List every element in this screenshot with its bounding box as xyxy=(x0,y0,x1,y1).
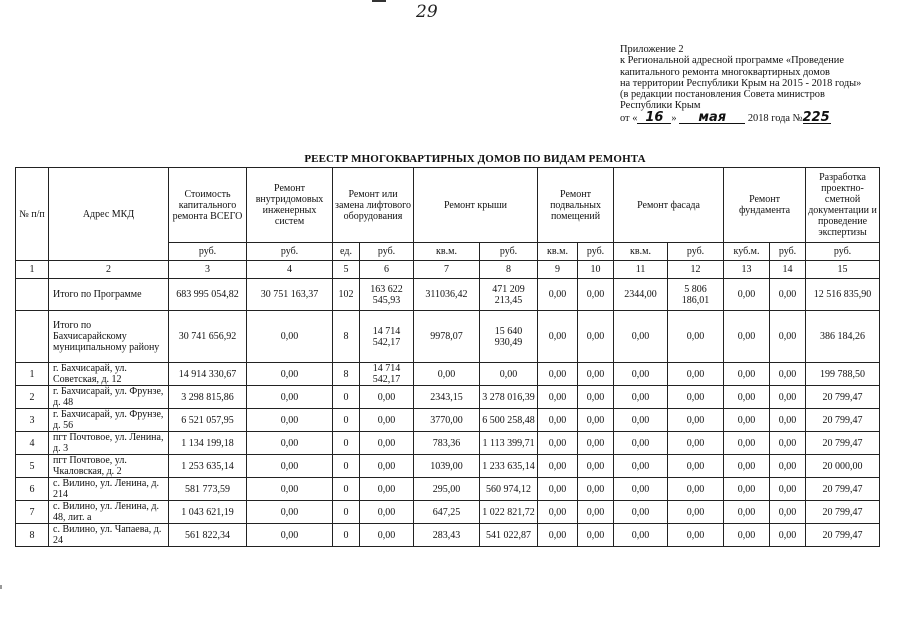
row-address: г. Бахчисарай, ул. Советская, д. 12 xyxy=(49,363,169,386)
row-value: 199 788,50 xyxy=(806,363,880,386)
row-number: 6 xyxy=(16,478,49,501)
row-value: 0,00 xyxy=(668,409,724,432)
row-value: 0,00 xyxy=(360,478,414,501)
row-value: 783,36 xyxy=(414,432,480,455)
handwritten-day: 16 xyxy=(637,112,671,124)
row-number xyxy=(16,311,49,363)
row-value: 0,00 xyxy=(414,363,480,386)
row-value: 0,00 xyxy=(538,409,578,432)
appendix-line: на территории Республики Крым на 2015 - 2018 годы» xyxy=(620,77,862,89)
table-row xyxy=(16,455,880,478)
row-value: 3 278 016,39 xyxy=(480,386,538,409)
row-value: 283,43 xyxy=(414,524,480,547)
row-value: 0 xyxy=(333,478,360,501)
row-value: 0,00 xyxy=(578,386,614,409)
row-value: 0,00 xyxy=(538,311,578,363)
appendix-line: капитального ремонта многоквартирных домов xyxy=(620,66,830,78)
row-value: 0,00 xyxy=(724,409,770,432)
row-value: 561 822,34 xyxy=(169,524,247,547)
row-value: 0,00 xyxy=(247,524,333,547)
header-total: Стоимость капитального ремонта ВСЕГО xyxy=(169,168,247,243)
row-value: 14 714 542,17 xyxy=(360,363,414,386)
header-roof: Ремонт крыши xyxy=(414,168,538,243)
row-address: г. Бахчисарай, ул. Фрунзе, д. 48 xyxy=(49,386,169,409)
row-value: 163 622 545,93 xyxy=(360,279,414,311)
row-value: 0 xyxy=(333,386,360,409)
row-value: 0,00 xyxy=(668,386,724,409)
header-design: Разработка проектно-сметной документации и проведение экспертизы xyxy=(806,168,880,243)
header-foundation: Ремонт фундамента xyxy=(724,168,806,243)
row-value: 0,00 xyxy=(668,478,724,501)
row-address: Итого по Программе xyxy=(49,279,169,311)
row-value: 0,00 xyxy=(247,432,333,455)
row-value: 12 516 835,90 xyxy=(806,279,880,311)
row-value: 2343,15 xyxy=(414,386,480,409)
row-address: с. Вилино, ул. Ленина, д. 48, лит. а xyxy=(49,501,169,524)
col-number: 11 xyxy=(614,261,668,279)
header-address: Адрес МКД xyxy=(49,168,169,261)
row-value: 0,00 xyxy=(538,455,578,478)
row-value: 14 714 542,17 xyxy=(360,311,414,363)
col-number: 14 xyxy=(770,261,806,279)
row-value: 0,00 xyxy=(770,363,806,386)
col-number: 10 xyxy=(578,261,614,279)
row-value: 0,00 xyxy=(724,279,770,311)
row-value: 0,00 xyxy=(538,363,578,386)
row-value: 0 xyxy=(333,455,360,478)
row-value: 0 xyxy=(333,501,360,524)
row-value: 9978,07 xyxy=(414,311,480,363)
table-row xyxy=(16,311,880,363)
row-value: 0,00 xyxy=(724,432,770,455)
row-value: 30 751 163,37 xyxy=(247,279,333,311)
row-address: с. Вилино, ул. Ленина, д. 214 xyxy=(49,478,169,501)
row-value: 20 799,47 xyxy=(806,432,880,455)
row-value: 30 741 656,92 xyxy=(169,311,247,363)
page-top-mark xyxy=(372,0,386,2)
row-value: 0,00 xyxy=(770,409,806,432)
registry-table xyxy=(15,167,880,547)
row-value: 0,00 xyxy=(578,279,614,311)
row-value: 0,00 xyxy=(360,455,414,478)
unit-cell: кв.м. xyxy=(414,243,480,261)
row-value: 0,00 xyxy=(578,311,614,363)
col-number: 2 xyxy=(49,261,169,279)
header-num: № п/п xyxy=(16,168,49,261)
row-value: 0,00 xyxy=(770,478,806,501)
row-value: 0,00 xyxy=(614,501,668,524)
unit-cell: руб. xyxy=(169,243,247,261)
row-value: 0,00 xyxy=(247,455,333,478)
header-elevator: Ремонт или замена лифтового оборудования xyxy=(333,168,414,243)
table-row xyxy=(16,478,880,501)
row-value: 0,00 xyxy=(360,524,414,547)
row-value: 0,00 xyxy=(538,386,578,409)
row-value: 0,00 xyxy=(770,501,806,524)
row-value: 5 806 186,01 xyxy=(668,279,724,311)
row-value: 0 xyxy=(333,524,360,547)
row-value: 0,00 xyxy=(770,386,806,409)
col-number: 8 xyxy=(480,261,538,279)
row-value: 0,00 xyxy=(668,455,724,478)
row-value: 541 022,87 xyxy=(480,524,538,547)
col-number: 13 xyxy=(724,261,770,279)
row-value: 0,00 xyxy=(247,363,333,386)
unit-cell: руб. xyxy=(578,243,614,261)
row-value: 0,00 xyxy=(614,363,668,386)
column-numbers-row xyxy=(16,261,880,279)
row-value: 0,00 xyxy=(614,386,668,409)
row-value: 20 799,47 xyxy=(806,501,880,524)
row-value: 1 253 635,14 xyxy=(169,455,247,478)
row-value: 0 xyxy=(333,432,360,455)
row-value: 20 799,47 xyxy=(806,386,880,409)
row-value: 0,00 xyxy=(724,386,770,409)
row-value: 1 043 621,19 xyxy=(169,501,247,524)
row-value: 0,00 xyxy=(668,501,724,524)
row-value: 20 799,47 xyxy=(806,478,880,501)
row-value: 581 773,59 xyxy=(169,478,247,501)
unit-cell: руб. xyxy=(806,243,880,261)
row-value: 1 233 635,14 xyxy=(480,455,538,478)
row-value: 0,00 xyxy=(360,386,414,409)
table-header-row xyxy=(16,168,880,243)
row-number: 8 xyxy=(16,524,49,547)
header-engineering: Ремонт внутридомовых инженерных систем xyxy=(247,168,333,243)
row-value: 6 521 057,95 xyxy=(169,409,247,432)
row-value: 0,00 xyxy=(247,409,333,432)
date-mid: » xyxy=(671,112,677,124)
row-value: 3770,00 xyxy=(414,409,480,432)
col-number: 7 xyxy=(414,261,480,279)
row-value: 647,25 xyxy=(414,501,480,524)
row-value: 0,00 xyxy=(614,311,668,363)
col-number: 9 xyxy=(538,261,578,279)
row-value: 0,00 xyxy=(360,501,414,524)
row-value: 0,00 xyxy=(770,279,806,311)
row-value: 0,00 xyxy=(578,363,614,386)
document-title: РЕЕСТР МНОГОКВАРТИРНЫХ ДОМОВ ПО ВИДАМ РЕМОНТА xyxy=(304,153,646,165)
row-value: 14 914 330,67 xyxy=(169,363,247,386)
row-value: 0,00 xyxy=(614,432,668,455)
row-value: 0,00 xyxy=(480,363,538,386)
row-value: 0,00 xyxy=(724,501,770,524)
row-value: 0,00 xyxy=(538,279,578,311)
unit-cell: руб. xyxy=(480,243,538,261)
row-address: г. Бахчисарай, ул. Фрунзе, д. 56 xyxy=(49,409,169,432)
table-row xyxy=(16,279,880,311)
row-value: 1 022 821,72 xyxy=(480,501,538,524)
row-value: 8 xyxy=(333,363,360,386)
appendix-line: Республики Крым xyxy=(620,100,701,112)
appendix-line: к Региональной адресной программе «Проведение xyxy=(620,55,844,67)
row-value: 20 799,47 xyxy=(806,409,880,432)
row-number: 1 xyxy=(16,363,49,386)
row-address: Итого по Бахчисарайскому муниципальному району xyxy=(49,311,169,363)
row-value: 0,00 xyxy=(668,311,724,363)
row-address: с. Вилино, ул. Чапаева, д. 24 xyxy=(49,524,169,547)
row-value: 1039,00 xyxy=(414,455,480,478)
row-value: 0,00 xyxy=(247,386,333,409)
table-row xyxy=(16,432,880,455)
table-row xyxy=(16,524,880,547)
row-value: 20 799,47 xyxy=(806,524,880,547)
row-value: 471 209 213,45 xyxy=(480,279,538,311)
unit-cell: кв.м. xyxy=(614,243,668,261)
row-value: 0,00 xyxy=(668,363,724,386)
row-value: 0,00 xyxy=(360,432,414,455)
row-value: 102 xyxy=(333,279,360,311)
row-value: 0,00 xyxy=(724,455,770,478)
row-address: пгт Почтовое, ул. Ленина, д. 3 xyxy=(49,432,169,455)
unit-cell: ед. xyxy=(333,243,360,261)
row-value: 0,00 xyxy=(770,311,806,363)
row-value: 20 000,00 xyxy=(806,455,880,478)
row-value: 0,00 xyxy=(770,455,806,478)
date-year: 2018 года № xyxy=(747,112,803,124)
row-value: 3 298 815,86 xyxy=(169,386,247,409)
table-row xyxy=(16,386,880,409)
row-value: 15 640 930,49 xyxy=(480,311,538,363)
date-prefix: от « xyxy=(620,112,638,124)
unit-cell: руб. xyxy=(668,243,724,261)
unit-cell: куб.м. xyxy=(724,243,770,261)
row-value: 0,00 xyxy=(614,524,668,547)
row-number: 4 xyxy=(16,432,49,455)
unit-cell: кв.м. xyxy=(538,243,578,261)
row-value: 0,00 xyxy=(770,524,806,547)
row-value: 386 184,26 xyxy=(806,311,880,363)
row-number: 2 xyxy=(16,386,49,409)
row-value: 0,00 xyxy=(360,409,414,432)
row-value: 0,00 xyxy=(247,501,333,524)
row-value: 311036,42 xyxy=(414,279,480,311)
page-number: 29 xyxy=(416,2,438,22)
row-value: 0,00 xyxy=(247,311,333,363)
header-facade: Ремонт фасада xyxy=(614,168,724,243)
row-value: 1 113 399,71 xyxy=(480,432,538,455)
unit-cell: руб. xyxy=(770,243,806,261)
row-value: 8 xyxy=(333,311,360,363)
row-value: 0,00 xyxy=(538,501,578,524)
table-body xyxy=(16,279,880,547)
row-value: 0,00 xyxy=(578,432,614,455)
table-row xyxy=(16,409,880,432)
row-value: 0,00 xyxy=(668,432,724,455)
unit-cell: руб. xyxy=(247,243,333,261)
row-value: 0 xyxy=(333,409,360,432)
row-value: 0,00 xyxy=(247,478,333,501)
row-value: 0,00 xyxy=(578,524,614,547)
row-value: 0,00 xyxy=(538,524,578,547)
row-value: 0,00 xyxy=(724,524,770,547)
header-basement: Ремонт подвальных помещений xyxy=(538,168,614,243)
row-value: 0,00 xyxy=(668,524,724,547)
col-number: 3 xyxy=(169,261,247,279)
row-value: 6 500 258,48 xyxy=(480,409,538,432)
margin-mark xyxy=(0,585,2,589)
handwritten-number: 225 xyxy=(802,109,830,125)
row-value: 683 995 054,82 xyxy=(169,279,247,311)
appendix-line: Приложение 2 xyxy=(620,44,684,55)
row-value: 0,00 xyxy=(614,409,668,432)
row-value: 0,00 xyxy=(578,409,614,432)
row-number: 3 xyxy=(16,409,49,432)
appendix-block xyxy=(620,44,905,124)
row-value: 560 974,12 xyxy=(480,478,538,501)
row-value: 295,00 xyxy=(414,478,480,501)
table-row xyxy=(16,363,880,386)
row-value: 1 134 199,18 xyxy=(169,432,247,455)
appendix-line: (в редакции постановления Совета министров xyxy=(620,89,825,101)
row-value: 0,00 xyxy=(578,501,614,524)
col-number: 6 xyxy=(360,261,414,279)
row-value: 0,00 xyxy=(578,478,614,501)
row-address: пгт Почтовое, ул. Чкаловская, д. 2 xyxy=(49,455,169,478)
col-number: 12 xyxy=(668,261,724,279)
table-row xyxy=(16,501,880,524)
col-number: 4 xyxy=(247,261,333,279)
handwritten-month: мая xyxy=(679,112,745,124)
row-value: 0,00 xyxy=(578,455,614,478)
col-number: 15 xyxy=(806,261,880,279)
row-value: 0,00 xyxy=(724,363,770,386)
row-value: 0,00 xyxy=(770,432,806,455)
row-value: 0,00 xyxy=(614,455,668,478)
col-number: 5 xyxy=(333,261,360,279)
row-number: 5 xyxy=(16,455,49,478)
unit-cell: руб. xyxy=(360,243,414,261)
row-number: 7 xyxy=(16,501,49,524)
row-value: 0,00 xyxy=(724,311,770,363)
row-value: 0,00 xyxy=(538,478,578,501)
col-number: 1 xyxy=(16,261,49,279)
row-number xyxy=(16,279,49,311)
row-value: 0,00 xyxy=(614,478,668,501)
appendix-date-line xyxy=(620,109,905,125)
row-value: 2344,00 xyxy=(614,279,668,311)
row-value: 0,00 xyxy=(724,478,770,501)
row-value: 0,00 xyxy=(538,432,578,455)
